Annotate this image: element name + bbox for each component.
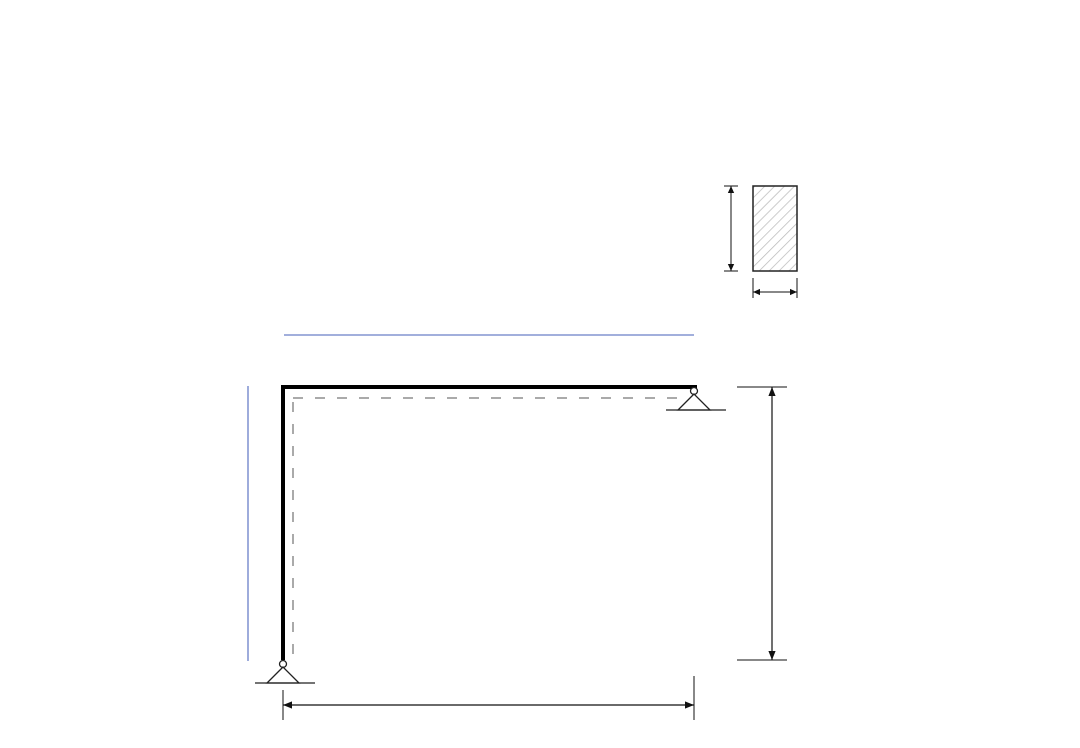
pin-support-a: [255, 661, 315, 684]
span-dimension: [283, 676, 694, 720]
cross-section: [724, 186, 797, 298]
height-dimension: [737, 387, 787, 660]
pin-support-c: [666, 388, 726, 411]
frame: [281, 387, 697, 660]
section-rectangle: [753, 186, 797, 271]
